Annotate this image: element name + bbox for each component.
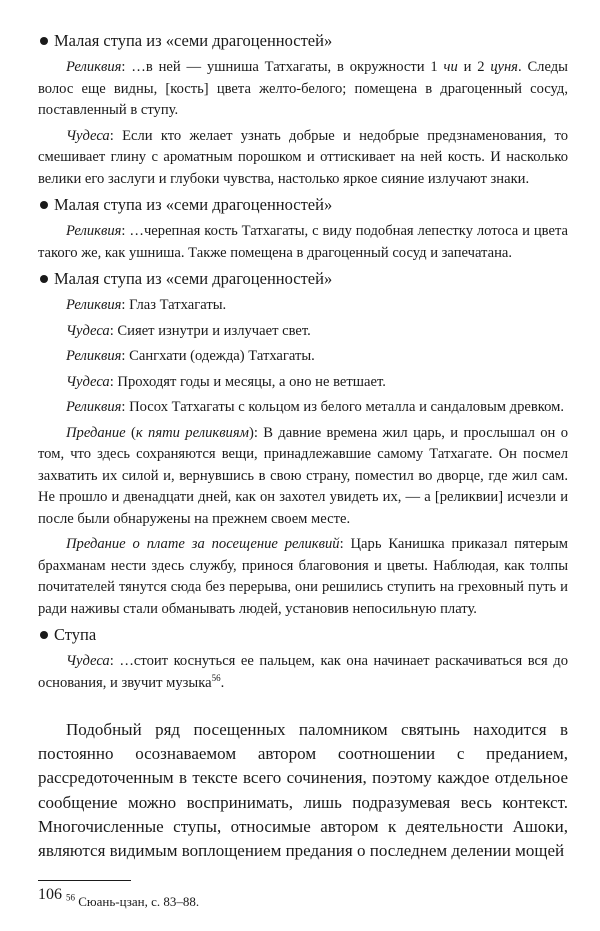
footnote-ref[interactable]: 56 — [211, 672, 221, 683]
entry-relic — [38, 57, 568, 122]
entry-miracle — [38, 321, 568, 343]
footnote-divider — [38, 880, 131, 881]
entry-relic — [38, 221, 568, 264]
entry-miracle — [38, 651, 568, 694]
entry-miracle — [38, 372, 568, 394]
entry-text: . Следы волос еще видны, [кость] цвета желто-белого; помещена в драгоценный сосуд, поставленный в ступу. — [38, 59, 568, 118]
body-paragraph: Подобный ряд посещенных паломником святынь находится в постоянно осознаваемом автором соотношении с преданием, рассредоточенным в тексте всего сочинения, поэтому каждое отдельное сообщение можно воспринимать, лишь подразумевая весь контекст. Многочисленные ступы, относимые автором к деятельности Ашоки, являются видимым воплощением предания о последнем делении мощей — [38, 720, 568, 861]
entry-label: Чудеса — [66, 127, 110, 144]
entry-text: ): В давние времена жил царь, и прослышал он о том, что здесь сохраняются вещи, принадлежавшие самому Татхагате. Он посмел захватить их силой и, вернувшись в свою страну, поместил во дворце, где жил сам. Не прошло и двенадцати дней, как он захотел увидеть их, — а [реликвии] исчезли и после были обнаружены на прежнем своем месте. — [38, 424, 569, 527]
entry-label: Предание — [66, 424, 126, 441]
entry-relic — [38, 295, 568, 317]
entry-text: : Царь Канишка приказал пятерым брахманам нести здесь службу, принося благовония и цветы. Наблюдая, как толпы почитателей тянутся сюда без перерыва, они решились ступить на греховный путь и ради наживы стали обманывать людей, установив непосильную плату. — [38, 536, 568, 617]
entry-text: : Сияет изнутри и излучает свет. — [109, 322, 311, 339]
entry-text: : Если кто желает узнать добрые и недобрые предзнаменования, то смешивает глину с ароматным порошком и оттискивает на ней кость. И насколько велики его заслуги и глубоки чувства, настолько яркое сияние излучают знаки. — [38, 127, 568, 187]
entry-label: Реликвия — [66, 59, 122, 75]
entry-text: : …стоит коснуться ее пальцем, как она начинает раскачиваться вся до основания, и звучит музыка — [38, 653, 568, 691]
entry-legend — [38, 534, 568, 620]
bullet-icon — [40, 201, 48, 209]
footnote-number: 56 — [66, 892, 75, 903]
entry-note: к пяти реликвиям — [135, 424, 249, 441]
entry-text: : …черепная кость Татхагаты, с виду подобная лепестку лотоса и цвета такого же, как ушниша. Также помещена в драгоценный сосуд и запечатана. — [38, 223, 568, 261]
entry-relic — [38, 397, 568, 419]
entry-label: Реликвия — [66, 399, 122, 415]
footnote-text: Сюань-цзан, с. 83–88. — [75, 894, 200, 910]
entry-label: Реликвия — [66, 297, 122, 313]
heading-text: Малая ступа из «семи драгоценностей» — [54, 31, 333, 50]
entry-text: : Проходят годы и месяцы, а оно не ветшает. — [109, 373, 386, 390]
bullet-icon — [40, 631, 48, 639]
footnote — [66, 893, 568, 911]
bullet-icon — [40, 37, 48, 45]
page-content — [38, 26, 568, 911]
entry-legend: Предание (к пяти реликвиям): В давние времена жил царь, и прослышал он о том, что здесь сохраняются вещи, принадлежавшие самому Татхагате. Он посмел захватить их силой и, вернувшись в свою страну, поместил во дворце, где жил сам. Не прошло и двенадцати дней, как он захотел увидеть их, — а [реликвии] исчезли и после были обнаружены на прежнем своем месте. — [38, 424, 569, 527]
entry-text: : Посох Татхагаты с кольцом из белого металла и сандаловым древком. — [121, 399, 564, 415]
section-heading — [38, 267, 568, 291]
entry-label: Реликвия — [66, 223, 122, 239]
entry-relic — [38, 346, 568, 368]
section-heading — [38, 623, 568, 647]
entry-text: . — [220, 674, 225, 691]
heading-text: Малая ступа из «семи драгоценностей» — [54, 269, 333, 288]
entry-text: : Сангхати (одежда) Татхагаты. — [121, 348, 315, 364]
entry-text: : Глаз Татхагаты. — [121, 297, 227, 313]
section-heading — [38, 193, 568, 217]
unit-chi: чи — [443, 59, 458, 75]
entry-text: : …в ней — ушниша Татхагаты, в окружности 1 — [121, 59, 444, 75]
heading-text: Малая ступа из «семи драгоценностей» — [54, 195, 333, 214]
entry-label: Чудеса — [66, 373, 110, 390]
entry-label: Чудеса — [66, 322, 110, 339]
entry-label: Чудеса — [66, 653, 110, 669]
entry-label: Предание о плате за посещение реликвий — [66, 536, 340, 552]
section-heading — [38, 29, 568, 53]
page-number: 106 — [38, 886, 62, 903]
unit-tsun: цуня — [490, 59, 518, 75]
bullet-icon — [40, 275, 48, 283]
entry-miracle — [38, 126, 568, 191]
entry-text: и 2 — [457, 59, 491, 75]
heading-text: Ступа — [54, 625, 97, 644]
entry-label: Реликвия — [66, 348, 122, 364]
